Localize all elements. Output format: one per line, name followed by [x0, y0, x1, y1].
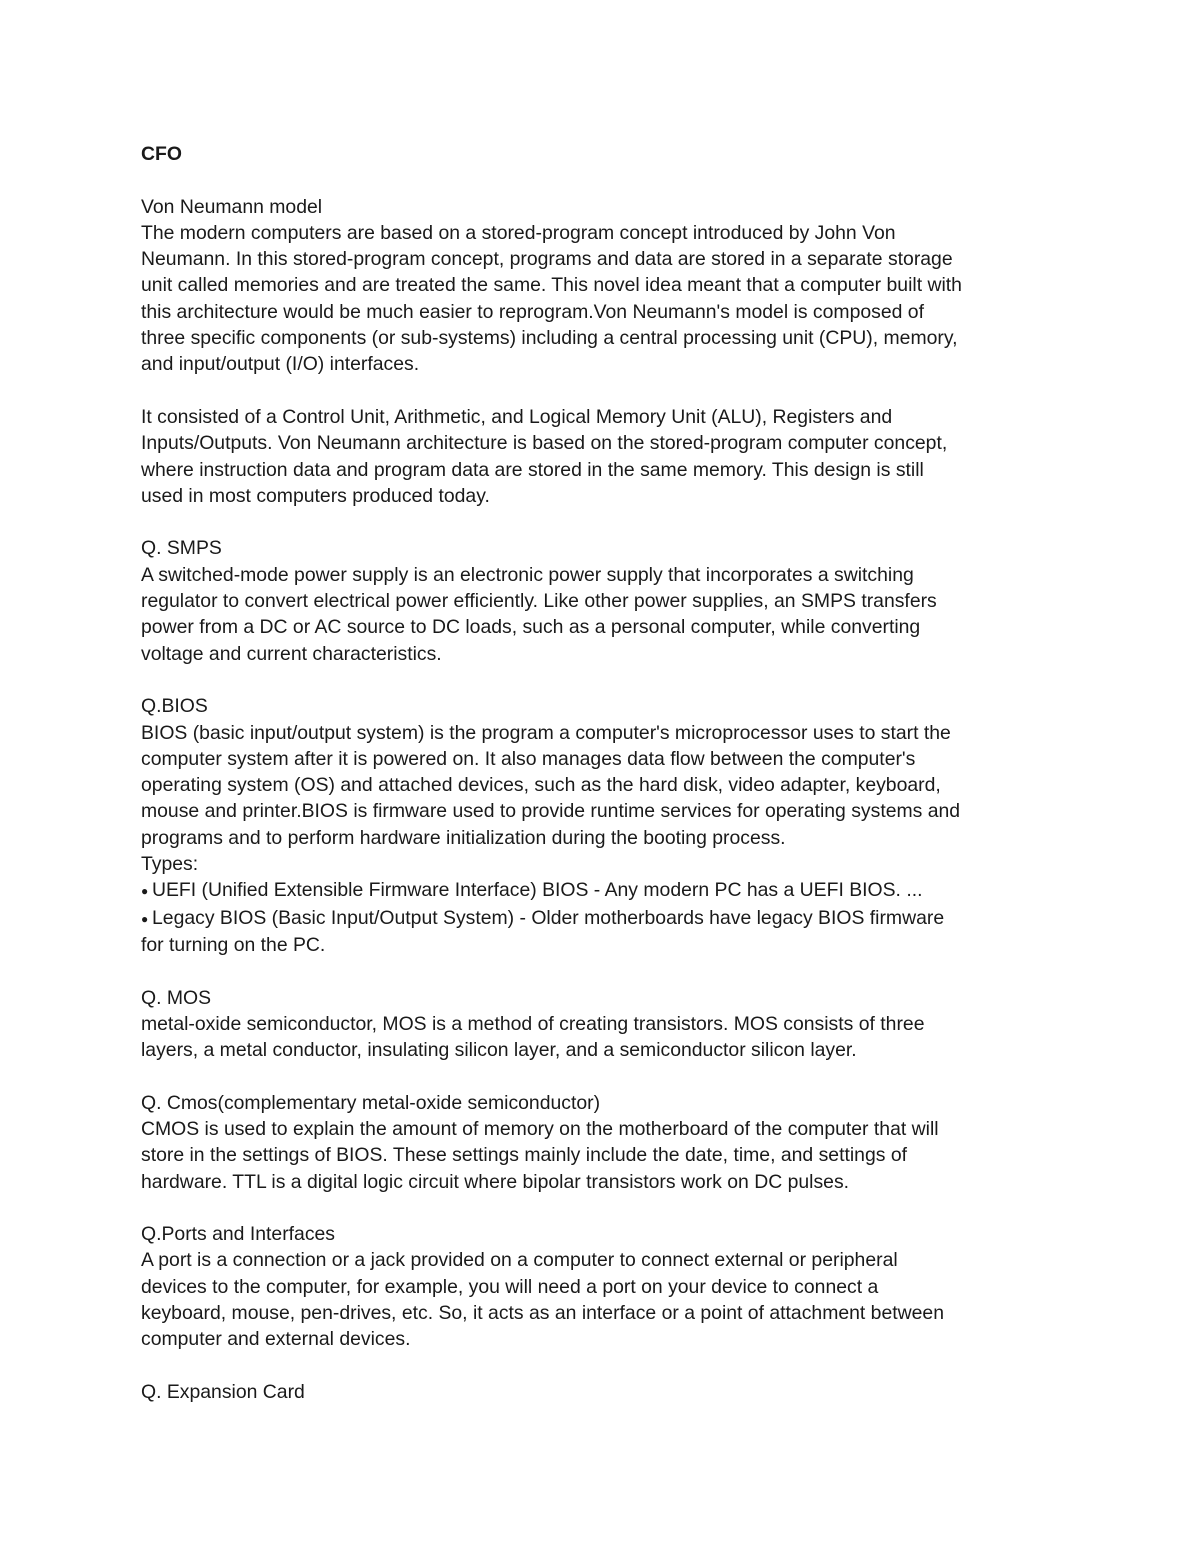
section-heading: Q. SMPS [141, 537, 222, 560]
paragraph [141, 720, 1061, 878]
paragraph [141, 1116, 1061, 1195]
paragraph [141, 220, 1061, 378]
paragraph-line: operating system (OS) and attached devices, such as the hard disk, video adapter, keyboard, [141, 774, 941, 797]
paragraph-line: devices to the computer, for example, you will need a port on your device to connect a [141, 1275, 879, 1298]
paragraph-line: mouse and printer.BIOS is firmware used to provide runtime services for operating systems and [141, 800, 961, 823]
paragraph-line: The modern computers are based on a stored-program concept introduced by John Von [141, 221, 896, 244]
paragraph-line: where instruction data and program data are stored in the same memory. This design is still [141, 458, 924, 481]
section [141, 693, 1061, 958]
paragraph-line: Types: [141, 853, 199, 876]
paragraph-line: voltage and current characteristics. [141, 642, 442, 665]
section [141, 194, 1061, 510]
paragraph-line: store in the settings of BIOS. These settings mainly include the date, time, and settings of [141, 1144, 907, 1167]
document-title: CFO [141, 143, 182, 165]
section-heading: Q. MOS [141, 986, 212, 1009]
section [141, 1221, 1061, 1352]
paragraph-line: A switched-mode power supply is an electronic power supply that incorporates a switching [141, 563, 914, 586]
paragraph [141, 1011, 1061, 1064]
bullet-text: Legacy BIOS (Basic Input/Output System) - Older motherboards have legacy BIOS firmware [152, 906, 945, 929]
paragraph-line: computer and external devices. [141, 1328, 411, 1351]
paragraph-line: regulator to convert electrical power efficiently. Like other power supplies, an SMPS transfers [141, 590, 937, 613]
paragraph [141, 1247, 1061, 1352]
paragraph-line: computer system after it is powered on. It also manages data flow between the computer's [141, 747, 916, 770]
spacer [141, 167, 1061, 193]
document-sections [141, 194, 1061, 1406]
spacer [141, 1195, 1061, 1221]
paragraph-line: this architecture would be much easier to reprogram.Von Neumann's model is composed of [141, 300, 924, 323]
spacer [141, 378, 1061, 404]
section-heading: Q.Ports and Interfaces [141, 1223, 336, 1246]
spacer [141, 667, 1061, 693]
paragraph-line: used in most computers produced today. [141, 484, 490, 507]
paragraph-line: CMOS is used to explain the amount of memory on the motherboard of the computer that will [141, 1117, 939, 1140]
spacer [141, 958, 1061, 984]
bullet-item-line [141, 905, 1061, 932]
section [141, 1379, 1061, 1405]
paragraph [141, 562, 1061, 667]
bullet-text: UEFI (Unified Extensible Firmware Interface) BIOS - Any modern PC has a UEFI BIOS. ... [152, 879, 923, 902]
section [141, 1090, 1061, 1195]
section-heading: Q. Expansion Card [141, 1380, 305, 1403]
paragraph-line: BIOS (basic input/output system) is the program a computer's microprocessor uses to start the [141, 721, 951, 744]
bullet-text: for turning on the PC. [141, 933, 326, 956]
paragraph-line: layers, a metal conductor, insulating silicon layer, and a semiconductor silicon layer. [141, 1039, 857, 1062]
paragraph-line: power from a DC or AC source to DC loads, such as a personal computer, while converting [141, 616, 921, 639]
spacer [141, 1353, 1061, 1379]
section [141, 985, 1061, 1064]
section-heading: Q. Cmos(complementary metal-oxide semiconductor) [141, 1091, 601, 1114]
paragraph-line: keyboard, mouse, pen-drives, etc. So, it acts as an interface or a point of attachment between [141, 1302, 944, 1325]
paragraph-line: three specific components (or sub-systems) including a central processing unit (CPU), memory, [141, 327, 958, 350]
paragraph-line: A port is a connection or a jack provided on a computer to connect external or peripheral [141, 1249, 898, 1272]
bullet-item-line [141, 932, 1061, 958]
paragraph [141, 404, 1061, 509]
spacer [141, 509, 1061, 535]
document-page [141, 141, 1061, 1405]
paragraph-line: metal-oxide semiconductor, MOS is a method of creating transistors. MOS consists of three [141, 1012, 925, 1035]
section [141, 535, 1061, 666]
paragraph-line: programs and to perform hardware initialization during the booting process. [141, 826, 786, 849]
paragraph-line: It consisted of a Control Unit, Arithmetic, and Logical Memory Unit (ALU), Registers and [141, 405, 893, 428]
section-heading: Q.BIOS [141, 695, 208, 718]
paragraph-line: Inputs/Outputs. Von Neumann architecture is based on the stored-program computer concept, [141, 432, 948, 455]
section-heading: Von Neumann model [141, 195, 323, 218]
bullet-item-line [141, 877, 1061, 904]
bullet-icon: ● [141, 911, 149, 926]
spacer [141, 1063, 1061, 1089]
paragraph-line: hardware. TTL is a digital logic circuit where bipolar transistors work on DC pulses. [141, 1170, 850, 1193]
paragraph-line: unit called memories and are treated the same. This novel idea meant that a computer built with [141, 274, 962, 297]
bullet-icon: ● [141, 884, 149, 899]
paragraph-line: and input/output (I/O) interfaces. [141, 353, 420, 376]
bullet-list [141, 877, 1061, 958]
paragraph-line: Neumann. In this stored-program concept, programs and data are stored in a separate storage [141, 248, 953, 271]
